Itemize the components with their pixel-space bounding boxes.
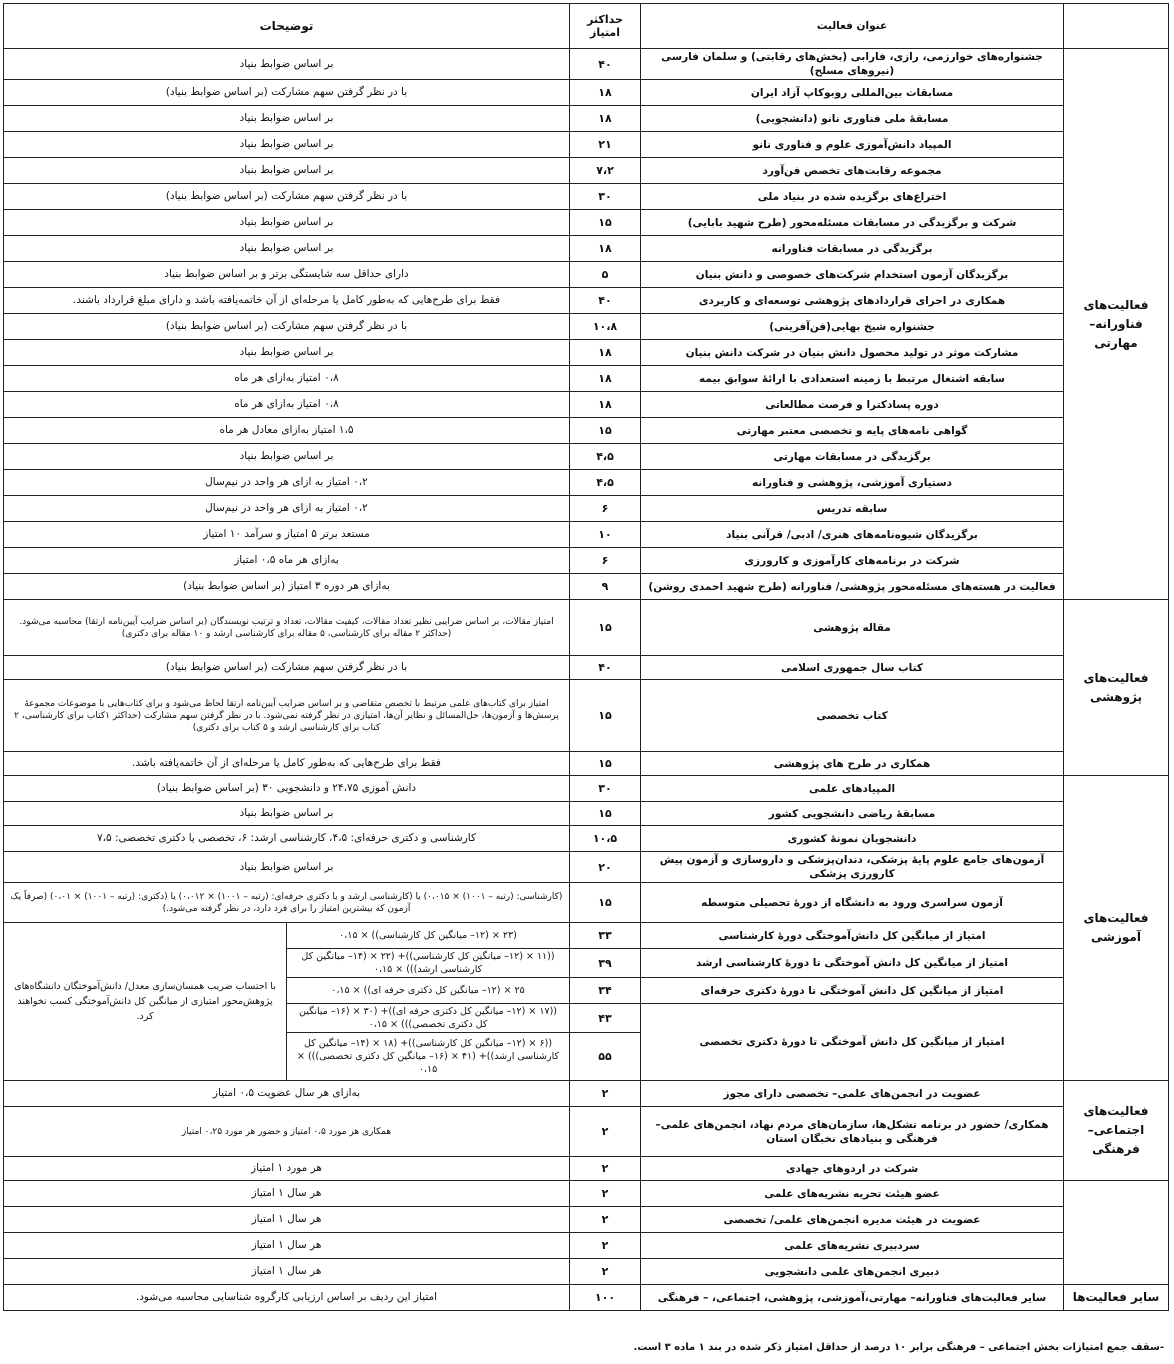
- description: دارای حداقل سه شایستگی برتر و بر اساس ضوابط بنیاد: [4, 262, 570, 288]
- activity-title: همکاری/ حضور در برنامه تشکل‌ها، سازمان‌های مردم نهاد، انجمن‌های علمی– فرهنگی و بنیادهای نخبگان استان: [641, 1107, 1064, 1157]
- activity-title: مجموعه رقابت‌های تخصص فن‌آورد: [641, 158, 1064, 184]
- description: هر سال ۱ امتیاز: [4, 1233, 570, 1259]
- max-score: ۹: [570, 574, 641, 600]
- table-row: [4, 656, 1169, 680]
- activity-title: آزمون سراسری ورود به دانشگاه از دورهٔ تحصیلی متوسطه: [641, 883, 1064, 923]
- activity-title: دستیاری آموزشی، پژوهشی و فناورانه: [641, 470, 1064, 496]
- max-score: ۲۱: [570, 132, 641, 158]
- table-row: [4, 680, 1169, 752]
- max-score: ۳۳: [570, 923, 641, 949]
- max-score: ۶: [570, 548, 641, 574]
- table-row: [4, 923, 1169, 949]
- formula: ۲۵ × (۱۲– میانگین کل دکتری حرفه ای)) × ۰،۱۵: [287, 978, 570, 1004]
- table-row: [4, 340, 1169, 366]
- footnote: -سقف جمع امتیازات بخش اجتماعی – فرهنگی برابر ۱۰ درصد از حداقل امتیاز ذکر شده در بند ۱ ماده ۳ است.: [633, 1342, 1164, 1353]
- activity-title: همکاری در اجرای قراردادهای پژوهشی توسعه‌ای و کاربردی: [641, 288, 1064, 314]
- table-row: [4, 852, 1169, 883]
- description: بر اساس ضوابط بنیاد: [4, 802, 570, 826]
- activity-title: مقاله پژوهشی: [641, 600, 1064, 656]
- description: بر اساس ضوابط بنیاد: [4, 132, 570, 158]
- max-score: ۴۳: [570, 1004, 641, 1033]
- activity-title: کتاب تخصصی: [641, 680, 1064, 752]
- max-score: ۷،۲: [570, 158, 641, 184]
- table-row: [4, 776, 1169, 802]
- activity-title: اختراع‌های برگزیده شده در بنیاد ملی: [641, 184, 1064, 210]
- activity-title: برگزیدگان شیوه‌نامه‌های هنری/ ادبی/ قرآنی بنیاد: [641, 522, 1064, 548]
- description: امتیاز مقالات، بر اساس ضرایبی نظیر تعداد مقالات، کیفیت مقالات، تعداد و ترتیب نویسندگان (بر اساس ضرایب آیین‌نامه ارتقا) محاسبه می‌شود. (حداکثر ۲ مقاله برای کارشناسی، ۵ مقاله برای کارشناسی ارشد و ۱۰ مقاله برای دکتری): [4, 600, 570, 656]
- max-score: ۶: [570, 496, 641, 522]
- description: فقط برای طرح‌هایی که به‌طور کامل یا مرحله‌ای از آن خاتمه‌یافته باشد.: [4, 752, 570, 776]
- table-row: [4, 80, 1169, 106]
- table-row: [4, 1285, 1169, 1311]
- description: هر سال ۱ امتیاز: [4, 1181, 570, 1207]
- table-row: [4, 1233, 1169, 1259]
- activity-title: شرکت در اردوهای جهادی: [641, 1157, 1064, 1181]
- max-score: ۲: [570, 1259, 641, 1285]
- table-row: [4, 574, 1169, 600]
- description: ۰،۸ امتیاز به‌ازای هر ماه: [4, 392, 570, 418]
- table-row: [4, 288, 1169, 314]
- max-score: ۳۴: [570, 978, 641, 1004]
- max-score: ۴،۵: [570, 470, 641, 496]
- description: بر اساس ضوابط بنیاد: [4, 236, 570, 262]
- description: بر اساس ضوابط بنیاد: [4, 210, 570, 236]
- activity-title: دبیری انجمن‌های علمی دانشجویی: [641, 1259, 1064, 1285]
- table-row: [4, 392, 1169, 418]
- max-score: ۱۸: [570, 106, 641, 132]
- description: همکاری هر مورد ۰،۵ امتیاز و حضور هر مورد ۰،۲۵ امتیاز: [4, 1107, 570, 1157]
- header-category-cell: [1064, 4, 1169, 49]
- table-row: [4, 236, 1169, 262]
- max-score: ۲: [570, 1181, 641, 1207]
- max-score: ۱۵: [570, 680, 641, 752]
- activity-title: کتاب سال جمهوری اسلامی: [641, 656, 1064, 680]
- activity-title: برگزیدگی در مسابقات فناورانه: [641, 236, 1064, 262]
- description: بر اساس ضوابط بنیاد: [4, 49, 570, 80]
- description: دانش آموزی ۲۴،۷۵ و دانشجویی ۳۰ (بر اساس ضوابط بنیاد): [4, 776, 570, 802]
- description: با در نظر گرفتن سهم مشارکت (بر اساس ضوابط بنیاد): [4, 184, 570, 210]
- category-cell: فعالیت‌های فناورانه– مهارتی: [1064, 49, 1169, 600]
- formula: ((۱۱ × (۱۲– میانگین کل کارشناسی))+ (۲۲ × (۱۴– میانگین کل کارشناسی ارشد))) × ۰،۱۵: [287, 949, 570, 978]
- activity-title: شرکت در برنامه‌های کارآموزی و کارورزی: [641, 548, 1064, 574]
- max-score: ۳۹: [570, 949, 641, 978]
- max-score: ۱۸: [570, 340, 641, 366]
- table-row: [4, 1181, 1169, 1207]
- activity-title: فعالیت در هسته‌های مسئله‌محور پژوهشی/ فناورانه (طرح شهید احمدی روشن): [641, 574, 1064, 600]
- scoring-table: [3, 3, 1169, 1311]
- max-score: ۱۵: [570, 883, 641, 923]
- description: بر اساس ضوابط بنیاد: [4, 158, 570, 184]
- max-score: ۵: [570, 262, 641, 288]
- activity-title: مسابقهٔ ملی فناوری نانو (دانشجویی): [641, 106, 1064, 132]
- table-row: [4, 366, 1169, 392]
- table-row: [4, 158, 1169, 184]
- description: بر اساس ضوابط بنیاد: [4, 106, 570, 132]
- max-score: ۱۵: [570, 600, 641, 656]
- table-row: [4, 1107, 1169, 1157]
- activity-title: المپیادهای علمی: [641, 776, 1064, 802]
- activity-title: عضویت در هیئت مدیره انجمن‌های علمی/ تخصصی: [641, 1207, 1064, 1233]
- activity-title: عضو هیئت تحریه نشریه‌های علمی: [641, 1181, 1064, 1207]
- max-score: ۱۰،۸: [570, 314, 641, 340]
- max-score: ۱۵: [570, 210, 641, 236]
- table-row: [4, 496, 1169, 522]
- activity-title: مسابقات بین‌المللی روبوکاپ آزاد ایران: [641, 80, 1064, 106]
- max-score: ۱۸: [570, 236, 641, 262]
- description: هر سال ۱ امتیاز: [4, 1259, 570, 1285]
- activity-title: شرکت و برگزیدگی در مسابقات مسئله‌محور (طرح شهید بابایی): [641, 210, 1064, 236]
- max-score: ۱۸: [570, 80, 641, 106]
- description: هر سال ۱ امتیاز: [4, 1207, 570, 1233]
- table-row: [4, 1207, 1169, 1233]
- max-score: ۵۵: [570, 1033, 641, 1081]
- table-row: [4, 470, 1169, 496]
- max-score: ۴،۵: [570, 444, 641, 470]
- description: امتیاز این ردیف بر اساس ارزیابی کارگروه شناسایی محاسبه می‌شود.: [4, 1285, 570, 1311]
- header-desc: توضیحات: [4, 4, 570, 49]
- description: به‌ازای هر دوره ۳ امتیاز (بر اساس ضوابط بنیاد): [4, 574, 570, 600]
- table-row: [4, 1259, 1169, 1285]
- table-row: [4, 802, 1169, 826]
- description: کارشناسی و دکتری حرفه‌ای: ۴،۵، کارشناسی ارشد: ۶، تخصصی یا دکتری تخصصی: ۷،۵: [4, 826, 570, 852]
- description: با در نظر گرفتن سهم مشارکت (بر اساس ضوابط بنیاد): [4, 656, 570, 680]
- description: (کارشناسی: (رتبه – ۱۰۰۱) × ۰،۰۱۵) یا (کارشناسی ارشد و یا دکتری حرفه‌ای: (رتبه – ۱۰۰۱) × ۰،۰۱۲) یا (دکتری: (رتبه – ۱۰۰۱) × ۰،۰۱) (صرفاً یک آزمون که بیشترین امتیاز را برای فرد دارد، در نظر گرفته می‌شود.): [4, 883, 570, 923]
- formula: ((۱۷ × (۱۲– میانگین کل دکتری حرفه ای))+ (۳۰ × (۱۶– میانگین کل دکتری تخصصی))) × ۰،۱۵: [287, 1004, 570, 1033]
- table-row: [4, 1081, 1169, 1107]
- max-score: ۱۵: [570, 418, 641, 444]
- activity-title: آزمون‌های جامع علوم پایهٔ پزشکی، دندان‌پزشکی و داروسازی و آزمون پیش کارورزی پزشکی: [641, 852, 1064, 883]
- activity-title: عضویت در انجمن‌های علمی– تخصصی دارای مجوز: [641, 1081, 1064, 1107]
- activity-title: گواهی نامه‌های پایه و تخصصی معتبر مهارتی: [641, 418, 1064, 444]
- description: ۰،۸ امتیاز به‌ازای هر ماه: [4, 366, 570, 392]
- description: امتیاز برای کتاب‌های علمی مرتبط با تخصص متقاضی و بر اساس ضرایب آیین‌نامه ارتقا لحاظ می‌شود و برای کتاب‌هایی با موضوعات مجموعهٔ پرسش‌ها و آزمون‌ها، حل‌المسائل و نظایر آن‌ها، امتیازی در نظر گرفته نمی‌شود. با در نظر گرفتن سهم مشارکت (حداکثر ۱کتاب برای کارشناسی، ۲ کتاب برای کارشناسی ارشد و ۵ کتاب برای دکتری): [4, 680, 570, 752]
- table-row: [4, 548, 1169, 574]
- description: ۰،۲ امتیاز به ازای هر واحد در نیم‌سال: [4, 496, 570, 522]
- description: به‌ازای هر سال عضویت ۰،۵ امتیاز: [4, 1081, 570, 1107]
- header-score: حداکثر امتیاز: [570, 4, 641, 49]
- max-score: ۴۰: [570, 49, 641, 80]
- max-score: ۴۰: [570, 288, 641, 314]
- description: هر مورد ۱ امتیاز: [4, 1157, 570, 1181]
- max-score: ۱۸: [570, 366, 641, 392]
- table-row: [4, 262, 1169, 288]
- table-row: [4, 444, 1169, 470]
- max-score: ۱۰: [570, 522, 641, 548]
- description: به‌ازای هر ماه ۰،۵ امتیاز: [4, 548, 570, 574]
- table-row: [4, 522, 1169, 548]
- activity-title: امتیاز از میانگین کل دانش آموختگی تا دورهٔ دکتری حرفه‌ای: [641, 978, 1064, 1004]
- max-score: ۱۸: [570, 392, 641, 418]
- max-score: ۲۰: [570, 852, 641, 883]
- activity-title: جشنواره‌های خوارزمی، رازی، فارابی (بخش‌های رقابتی) و سلمان فارسی (نیروهای مسلح): [641, 49, 1064, 80]
- activity-title: سابقه تدریس: [641, 496, 1064, 522]
- category-cell: فعالیت‌های پژوهشی: [1064, 600, 1169, 776]
- gpa-note: با احتساب ضریب همسان‌سازی معدل/ دانش‌آموختگان دانشگاه‌های پژوهش‌محور امتیازی از میانگین کل دانش‌آموختگی کسب نخواهند کرد.: [4, 923, 287, 1081]
- activity-title: سابقه اشتغال مرتبط با زمینه استعدادی با ارائهٔ سوابق بیمه: [641, 366, 1064, 392]
- activity-title: امتیاز از میانگین کل دانش آموختگی تا دورهٔ کارشناسی ارشد: [641, 949, 1064, 978]
- activity-title: دانشجویان نمونهٔ کشوری: [641, 826, 1064, 852]
- activity-title: مسابقهٔ ریاضی دانشجویی کشور: [641, 802, 1064, 826]
- table-row: [4, 418, 1169, 444]
- activity-title: برگزیدگی در مسابقات مهارتی: [641, 444, 1064, 470]
- description: بر اساس ضوابط بنیاد: [4, 340, 570, 366]
- activity-title: جشنواره شیخ بهایی(فن‌آفرینی): [641, 314, 1064, 340]
- max-score: ۲: [570, 1081, 641, 1107]
- max-score: ۱۰،۵: [570, 826, 641, 852]
- activity-title: المپیاد دانش‌آموزی علوم و فناوری نانو: [641, 132, 1064, 158]
- header-row: [4, 4, 1169, 49]
- table-row: [4, 826, 1169, 852]
- max-score: ۴۰: [570, 656, 641, 680]
- max-score: ۳۰: [570, 184, 641, 210]
- activity-title: همکاری در طرح های پژوهشی: [641, 752, 1064, 776]
- activity-title: سایر فعالیت‌های فناورانه– مهارتی،آموزشی، پژوهشی، اجتماعی، – فرهنگی: [641, 1285, 1064, 1311]
- description: مستعد برتر ۵ امتیاز و سرآمد ۱۰ امتیاز: [4, 522, 570, 548]
- max-score: ۱۵: [570, 752, 641, 776]
- header-title: عنوان فعالیت: [641, 4, 1064, 49]
- max-score: ۲: [570, 1233, 641, 1259]
- activity-title: برگزیدگان آزمون استخدام شرکت‌های خصوصی و دانش بنیان: [641, 262, 1064, 288]
- description: فقط برای طرح‌هایی که به‌طور کامل یا مرحله‌ای از آن خاتمه‌یافته باشد و دارای مبلغ قرارداد باشند.: [4, 288, 570, 314]
- table-row: [4, 314, 1169, 340]
- description: بر اساس ضوابط بنیاد: [4, 444, 570, 470]
- description: ۱،۵ امتیاز به‌ازای معادل هر ماه: [4, 418, 570, 444]
- category-cell: سایر فعالیت‌ها: [1064, 1285, 1169, 1311]
- category-cell: فعالیت‌های آموزشی: [1064, 776, 1169, 1081]
- max-score: ۳۰: [570, 776, 641, 802]
- table-row: [4, 883, 1169, 923]
- max-score: ۱۰۰: [570, 1285, 641, 1311]
- table-row: [4, 184, 1169, 210]
- description: ۰،۲ امتیاز به ازای هر واحد در نیم‌سال: [4, 470, 570, 496]
- table-row: [4, 49, 1169, 80]
- max-score: ۱۵: [570, 802, 641, 826]
- formula: ((۶ × (۱۲– میانگین کل کارشناسی))+ (۱۸ × (۱۴– میانگین کل کارشناسی ارشد))+ (۴۱ × (۱۶– میانگین کل دکتری تخصصی))) × ۰،۱۵: [287, 1033, 570, 1081]
- table-row: [4, 210, 1169, 236]
- category-cell: فعالیت‌های اجتماعی– فرهنگی: [1064, 1081, 1169, 1181]
- formula: (۲۳ × (۱۲– میانگین کل کارشناسی)) × ۰،۱۵: [287, 923, 570, 949]
- description: با در نظر گرفتن سهم مشارکت (بر اساس ضوابط بنیاد): [4, 314, 570, 340]
- activity-title: امتیاز از میانگین کل دانش آموختگی تا دورهٔ دکتری تخصصی: [641, 1004, 1064, 1081]
- table-row: [4, 600, 1169, 656]
- table-row: [4, 752, 1169, 776]
- category-cell-empty: [1064, 1181, 1169, 1285]
- description: بر اساس ضوابط بنیاد: [4, 852, 570, 883]
- activity-title: دوره پسادکترا و فرصت مطالعاتی: [641, 392, 1064, 418]
- max-score: ۲: [570, 1157, 641, 1181]
- max-score: ۲: [570, 1207, 641, 1233]
- activity-title: امتیاز از میانگین کل دانش‌آموختگی دورهٔ کارشناسی: [641, 923, 1064, 949]
- activity-title: مشارکت موثر در تولید محصول دانش بنیان در شرکت دانش بنیان: [641, 340, 1064, 366]
- activity-title: سردبیری نشریه‌های علمی: [641, 1233, 1064, 1259]
- max-score: ۲: [570, 1107, 641, 1157]
- table-row: [4, 106, 1169, 132]
- description: با در نظر گرفتن سهم مشارکت (بر اساس ضوابط بنیاد): [4, 80, 570, 106]
- table-row: [4, 1157, 1169, 1181]
- table-row: [4, 132, 1169, 158]
